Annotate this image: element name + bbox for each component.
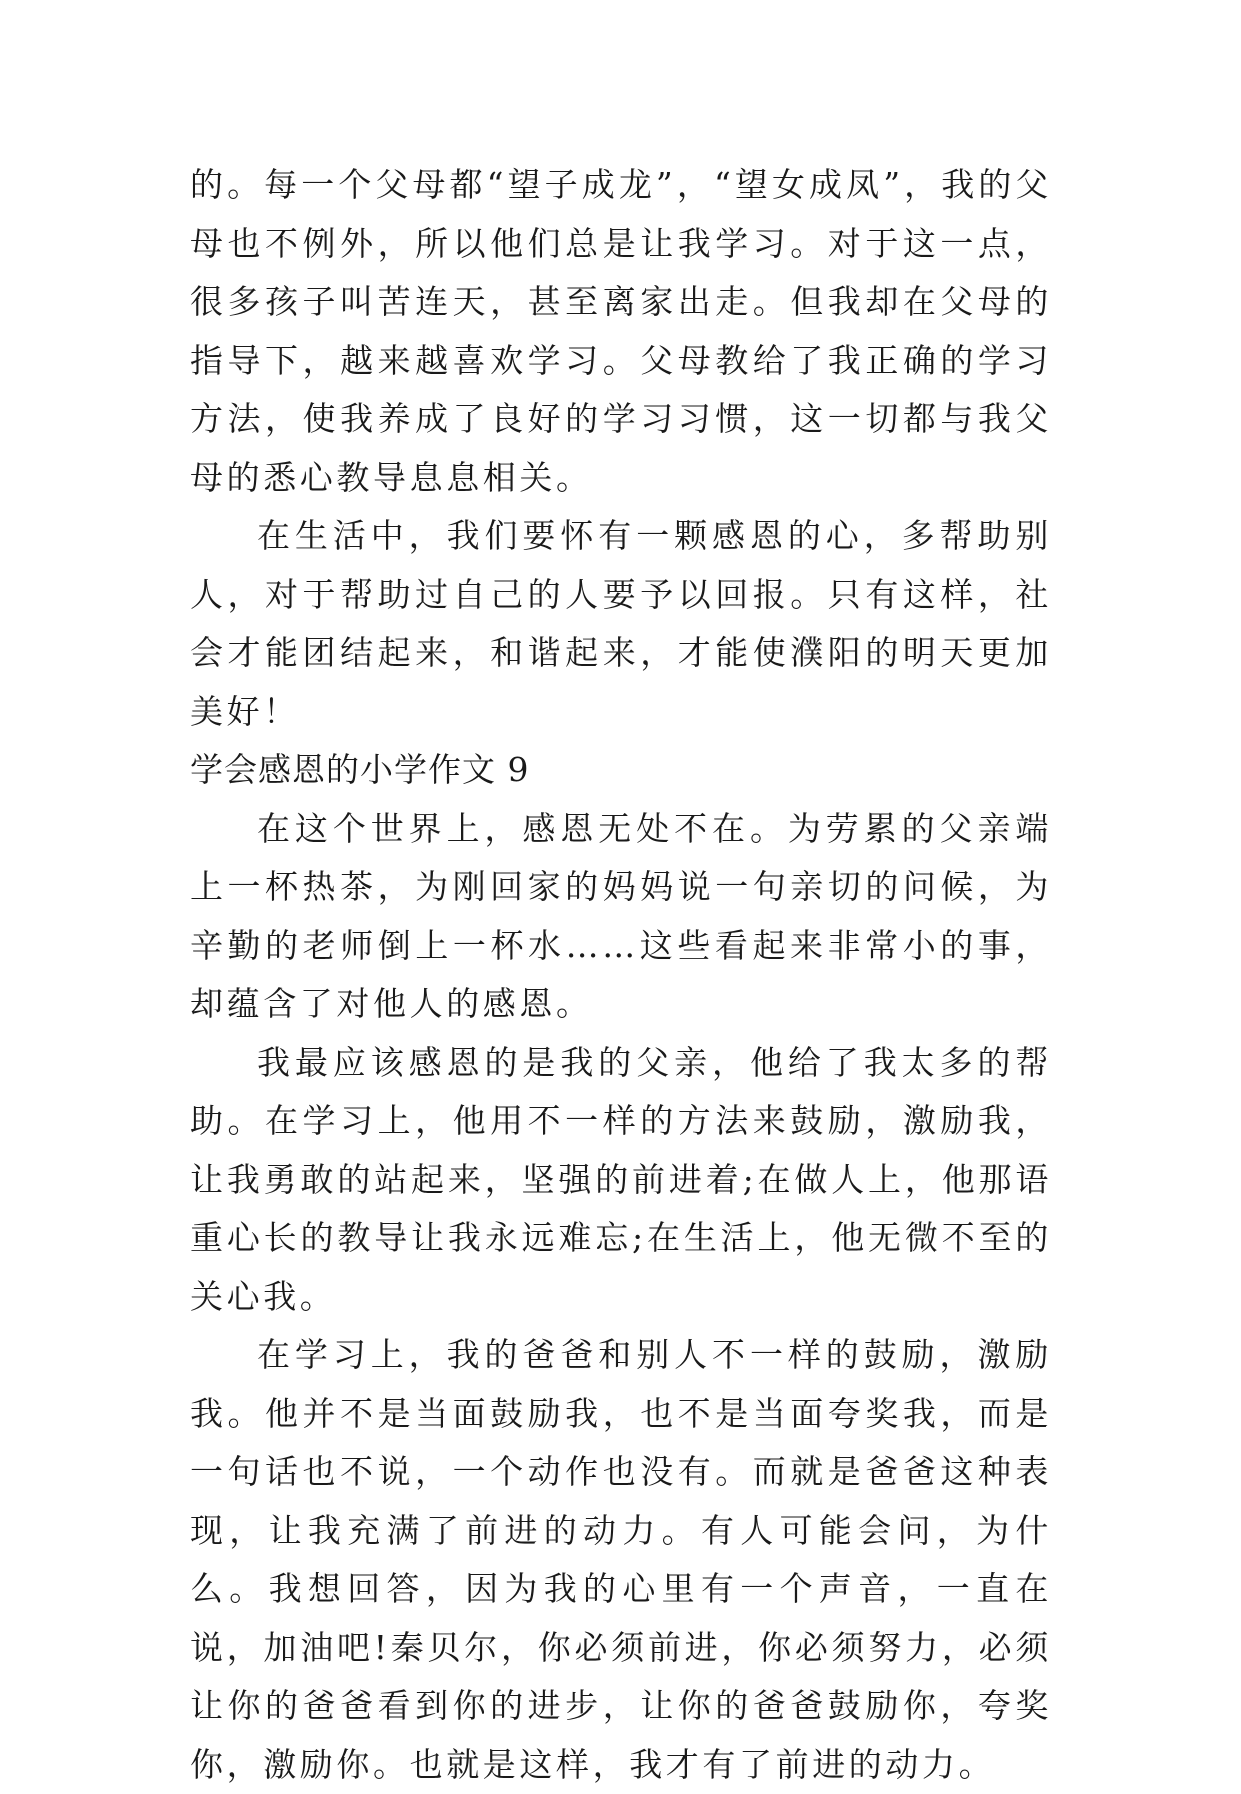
body-paragraph-1: 的。每一个父母都“望子成龙”，“望女成凤”，我的父母也不例外，所以他们总是让我学习。对于这一点，很多孩子叫苦连天，甚至离家出走。但我却在父母的指导下，越来越喜欢学习。父母教给了我正确的学习方法，使我养成了良好的学习习惯，这一切都与我父母的悉心教导息息相关。 [190,165,1052,497]
body-paragraph-2: 在生活中，我们要怀有一颗感恩的心，多帮助别人，对于帮助过自己的人要予以回报。只有这样，社会才能团结起来，和谐起来，才能使濮阳的明天更加美好！ [190,516,1052,731]
section-heading: 学会感恩的小学作文 9 [190,750,530,789]
document-body [190,156,1052,1794]
body-paragraph-3: 在这个世界上，感恩无处不在。为劳累的父亲端上一杯热茶，为刚回家的妈妈说一句亲切的问候，为辛勤的老师倒上一杯水……这些看起来非常小的事，却蕴含了对他人的感恩。 [190,808,1052,1023]
body-paragraph-5: 在学习上，我的爸爸和别人不一样的鼓励，激励我。他并不是当面鼓励我，也不是当面夸奖我，而是一句话也不说，一个动作也没有。而就是爸爸这种表现，让我充满了前进的动力。有人可能会问，为什么。我想回答，因为我的心里有一个声音，一直在说，加油吧!秦贝尔，你必须前进，你必须努力，必须让你的爸爸看到你的进步，让你的爸爸鼓励你，夸奖你，激励你。也就是这样，我才有了前进的动力。 [190,1335,1052,1784]
body-paragraph-4: 我最应该感恩的是我的父亲，他给了我太多的帮助。在学习上，他用不一样的方法来鼓励，激励我，让我勇敢的站起来，坚强的前进着;在做人上，他那语重心长的教导让我永远难忘;在生活上，他无微不至的关心我。 [190,1042,1052,1316]
